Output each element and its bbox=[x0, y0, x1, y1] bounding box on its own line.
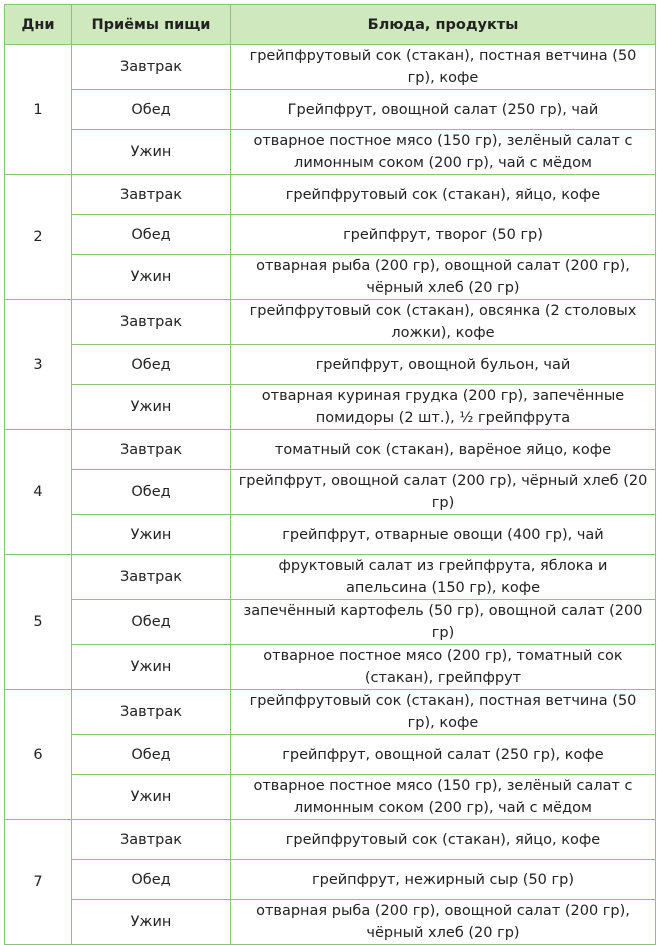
diet-table bbox=[4, 4, 656, 945]
table-row bbox=[5, 900, 656, 945]
meal-name: Обед bbox=[72, 215, 231, 255]
meal-name: Завтрак bbox=[72, 820, 231, 860]
meal-name: Завтрак bbox=[72, 45, 231, 90]
day-number: 2 bbox=[5, 175, 72, 300]
meal-name: Завтрак bbox=[72, 300, 231, 345]
meal-foods: грейпфрут, овощной салат (200 гр), чёрный хлеб (20 гр) bbox=[231, 470, 656, 515]
meal-name: Обед bbox=[72, 90, 231, 130]
meal-name: Обед bbox=[72, 345, 231, 385]
header-meals: Приёмы пищи bbox=[72, 5, 231, 45]
table-row bbox=[5, 300, 656, 345]
meal-foods: грейпфрутовый сок (стакан), постная ветчина (50 гр), кофе bbox=[231, 690, 656, 735]
table-header bbox=[5, 5, 656, 45]
meal-foods: грейпфрутовый сок (стакан), постная ветчина (50 гр), кофе bbox=[231, 45, 656, 90]
meal-foods: грейпфрут, отварные овощи (400 гр), чай bbox=[231, 515, 656, 555]
table-row bbox=[5, 735, 656, 775]
meal-name: Завтрак bbox=[72, 430, 231, 470]
header-row bbox=[5, 5, 656, 45]
meal-foods: грейпфрут, нежирный сыр (50 гр) bbox=[231, 860, 656, 900]
meal-foods: отварная рыба (200 гр), овощной салат (200 гр), чёрный хлеб (20 гр) bbox=[231, 255, 656, 300]
meal-foods: грейпфрут, творог (50 гр) bbox=[231, 215, 656, 255]
table-body bbox=[5, 45, 656, 945]
header-foods: Блюда, продукты bbox=[231, 5, 656, 45]
meal-foods: грейпфрутовый сок (стакан), яйцо, кофе bbox=[231, 175, 656, 215]
meal-name: Ужин bbox=[72, 645, 231, 690]
meal-foods: отварное постное мясо (200 гр), томатный сок (стакан), грейпфрут bbox=[231, 645, 656, 690]
meal-name: Ужин bbox=[72, 775, 231, 820]
day-number: 4 bbox=[5, 430, 72, 555]
meal-foods: отварная рыба (200 гр), овощной салат (200 гр), чёрный хлеб (20 гр) bbox=[231, 900, 656, 945]
table-row bbox=[5, 175, 656, 215]
meal-name: Обед bbox=[72, 735, 231, 775]
meal-foods: отварное постное мясо (150 гр), зелёный салат с лимонным соком (200 гр), чай с мёдом bbox=[231, 130, 656, 175]
table-row bbox=[5, 775, 656, 820]
meal-foods: запечённый картофель (50 гр), овощной салат (200 гр) bbox=[231, 600, 656, 645]
meal-foods: грейпфрут, овощной салат (250 гр), кофе bbox=[231, 735, 656, 775]
table-row bbox=[5, 385, 656, 430]
meal-foods: грейпфрут, овощной бульон, чай bbox=[231, 345, 656, 385]
meal-name: Завтрак bbox=[72, 555, 231, 600]
meal-foods: отварное постное мясо (150 гр), зелёный салат с лимонным соком (200 гр), чай с мёдом bbox=[231, 775, 656, 820]
meal-foods: Грейпфрут, овощной салат (250 гр), чай bbox=[231, 90, 656, 130]
meal-name: Ужин bbox=[72, 385, 231, 430]
table-row bbox=[5, 645, 656, 690]
table-row bbox=[5, 90, 656, 130]
table-row bbox=[5, 600, 656, 645]
header-days: Дни bbox=[5, 5, 72, 45]
meal-name: Обед bbox=[72, 470, 231, 515]
table-row bbox=[5, 690, 656, 735]
day-number: 7 bbox=[5, 820, 72, 945]
meal-name: Завтрак bbox=[72, 175, 231, 215]
meal-name: Ужин bbox=[72, 255, 231, 300]
day-number: 5 bbox=[5, 555, 72, 690]
meal-name: Ужин bbox=[72, 130, 231, 175]
meal-foods: фруктовый салат из грейпфрута, яблока и апельсина (150 гр), кофе bbox=[231, 555, 656, 600]
table-row bbox=[5, 345, 656, 385]
table-row bbox=[5, 255, 656, 300]
meal-foods: грейпфрутовый сок (стакан), яйцо, кофе bbox=[231, 820, 656, 860]
meal-name: Ужин bbox=[72, 900, 231, 945]
table-row bbox=[5, 470, 656, 515]
table-row bbox=[5, 860, 656, 900]
table-row bbox=[5, 130, 656, 175]
meal-foods: томатный сок (стакан), варёное яйцо, кофе bbox=[231, 430, 656, 470]
table-row bbox=[5, 430, 656, 470]
meal-name: Обед bbox=[72, 600, 231, 645]
meal-foods: отварная куриная грудка (200 гр), запечённые помидоры (2 шт.), ½ грейпфрута bbox=[231, 385, 656, 430]
meal-name: Обед bbox=[72, 860, 231, 900]
day-number: 6 bbox=[5, 690, 72, 820]
table-row bbox=[5, 45, 656, 90]
day-number: 1 bbox=[5, 45, 72, 175]
meal-foods: грейпфрутовый сок (стакан), овсянка (2 столовых ложки), кофе bbox=[231, 300, 656, 345]
meal-name: Завтрак bbox=[72, 690, 231, 735]
table-row bbox=[5, 515, 656, 555]
table-row bbox=[5, 820, 656, 860]
day-number: 3 bbox=[5, 300, 72, 430]
table-row bbox=[5, 215, 656, 255]
table-row bbox=[5, 555, 656, 600]
meal-name: Ужин bbox=[72, 515, 231, 555]
